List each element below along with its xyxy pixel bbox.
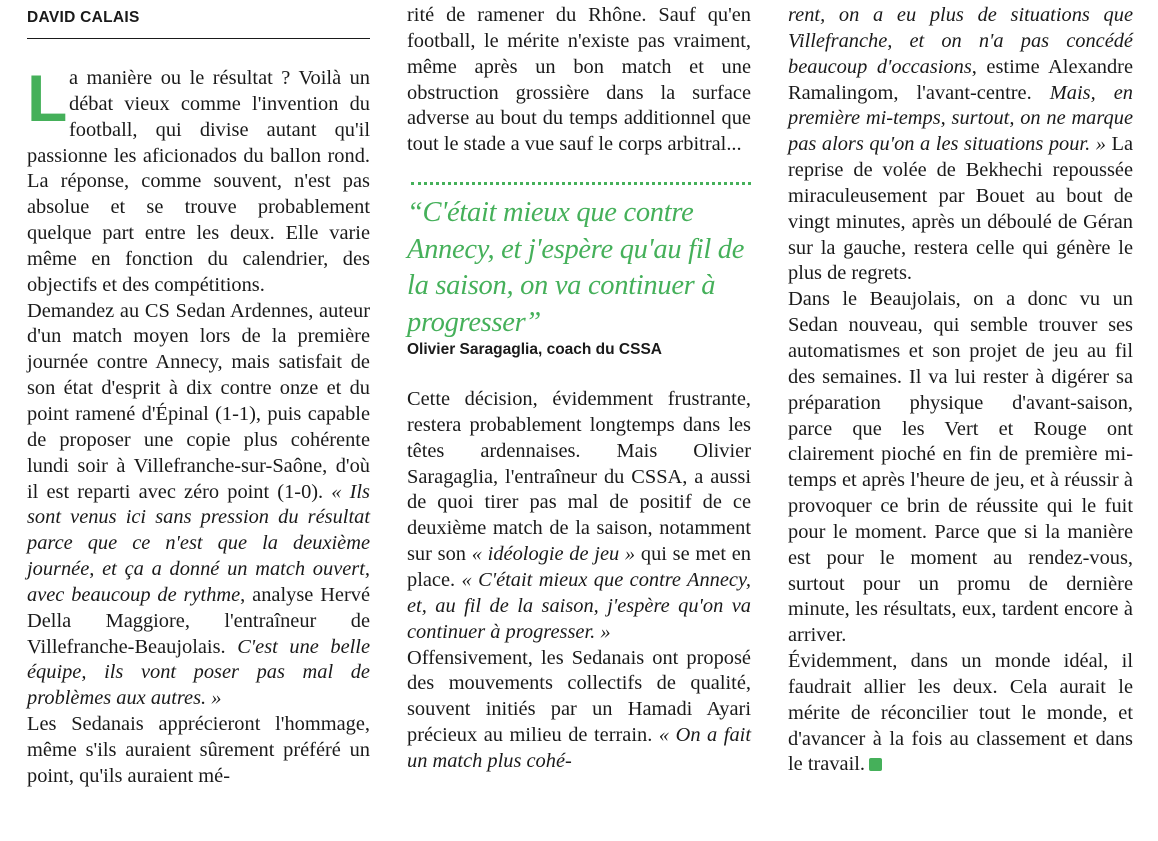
paragraph-intro	[27, 61, 370, 299]
paragraph-text: rité de ramener du Rhône. Sauf qu'en football, le mérite n'existe pas vraiment, même après un bon match et une obstruction grossière dans la surface adverse au bout du temps additionnel que tout le stade a vue sauf le corps arbitral...	[407, 4, 751, 156]
column-3	[788, 0, 1133, 778]
drop-cap: L	[27, 61, 68, 135]
paragraph-text: Évidemment, dans un monde idéal, il faudrait allier les deux. Cela aurait le mérite de réconcilier tout le monde, et d'avancer à la fois au classement et dans le travail.	[788, 650, 1133, 776]
paragraph	[407, 387, 751, 645]
paragraph-final	[788, 649, 1133, 778]
quote-text: C'est une belle équipe, ils vont poser pas mal de problèmes aux autres. »	[27, 635, 371, 710]
quote-text: « C'était mieux que contre Annecy, et, au fil de la saison, j'espère qu'on va continuer à progresser. »	[407, 568, 751, 643]
pull-quote: “C'était mieux que contre Annecy, et j'espère qu'au fil de la saison, on va continuer à progresser”	[407, 197, 745, 338]
column-1	[27, 0, 370, 790]
paragraph-text: Les Sedanais apprécieront l'hommage, même s'ils auraient sûrement préféré un point, qu'ils auraient mé-	[27, 713, 370, 787]
paragraph	[788, 3, 1133, 287]
paragraph-text: Dans le Beaujolais, on a donc vu un Sedan nouveau, qui semble trouver ses automatismes et son projet de jeu au fil des semaines. Il va lui rester à digérer sa préparation physique d'avant-saison, parce que les Vert et Rouge ont clairement pioché en fin de première mi-temps et après l'heure de jeu, et à réussir à provoquer ce brin de réussite qui le fuit pour le moment. Parce que si la manière est pour le moment au rendez-vous, surtout pour un promu de dernière minute, les résultats, eux, tardent encore à arriver.	[788, 288, 1133, 647]
paragraph-text: , analyse Hervé Della Maggiore, l'entraîneur de Villefranche-Beaujolais.	[27, 583, 371, 658]
paragraph-text: a manière ou le résultat ? Voilà un débat vieux comme l'invention du football, qui divise autant qu'il passionne les aficionados du ballon rond. La réponse, comme souvent, n'est pas absolue et se trouve probablement quelque part entre les deux. Elle varie même en fonction du calendrier, des objectifs et des compétitions.	[27, 67, 370, 296]
quote-text: « On a fait un match plus cohé-	[407, 724, 751, 772]
paragraph	[27, 712, 370, 790]
byline-rule	[27, 38, 370, 39]
paragraph-text: Demandez au CS Sedan Ardennes, auteur d'un match moyen lors de la première journée contre Annecy, mais satisfait de son état d'esprit à dix contre onze et du point ramené d'Épinal (1-1), puis capable de proposer une copie plus cohérente lundi soir à Villefranche-sur-Saône, d'où il est reparti avec zéro point (1-0).	[27, 299, 370, 503]
paragraph	[407, 3, 751, 158]
column-2	[407, 0, 751, 775]
paragraph	[407, 646, 751, 775]
paragraph	[27, 299, 370, 713]
pull-quote-author: Olivier Saragaglia, coach du CSSA	[407, 341, 662, 359]
paragraph-text: , estime Alexandre Ramalingom, l'avant-centre.	[788, 55, 1133, 104]
quote-text: « idéologie de jeu »	[471, 543, 636, 566]
paragraph-text: qui se met en place.	[407, 543, 751, 591]
paragraph-text: Offensivement, les Sedanais ont proposé des mouvements collectifs de qualité, souvent initiés par un Hamadi Ayari précieux au milieu de terrain.	[407, 646, 751, 747]
paragraph-text: Cette décision, évidemment frustrante, restera probablement longtemps dans les têtes ardennaises. Mais Olivier Saragaglia, l'entraîneur du CSSA, a aussi de quoi tirer pas mal de positif de ce deuxième match de la saison, notamment sur son	[407, 388, 751, 566]
byline: DAVID CALAIS	[27, 9, 140, 26]
quote-text: rent, on a eu plus de situations que Villefranche, et on n'a pas concédé beaucoup d'occasions	[788, 4, 1133, 78]
pull-quote-divider	[411, 182, 751, 185]
paragraph	[788, 287, 1133, 649]
spacer	[407, 360, 751, 387]
quote-text: « Ils sont venus ici sans pression du résultat parce que ce n'est que la deuxième journée, et ça a donné un match ouvert, avec beaucoup de rythme	[27, 480, 370, 606]
green-square-end-icon	[869, 758, 882, 771]
paragraph-text: La reprise de volée de Bekhechi repoussée miraculeusement par Bouet au bout de vingt minutes, après un déboulé de Géran sur la gauche, restera celle qui génère le plus de regrets.	[788, 133, 1133, 285]
quote-text: Mais, en première mi-temps, surtout, on ne marque pas alors qu'on a les situations pour. »	[788, 81, 1133, 156]
